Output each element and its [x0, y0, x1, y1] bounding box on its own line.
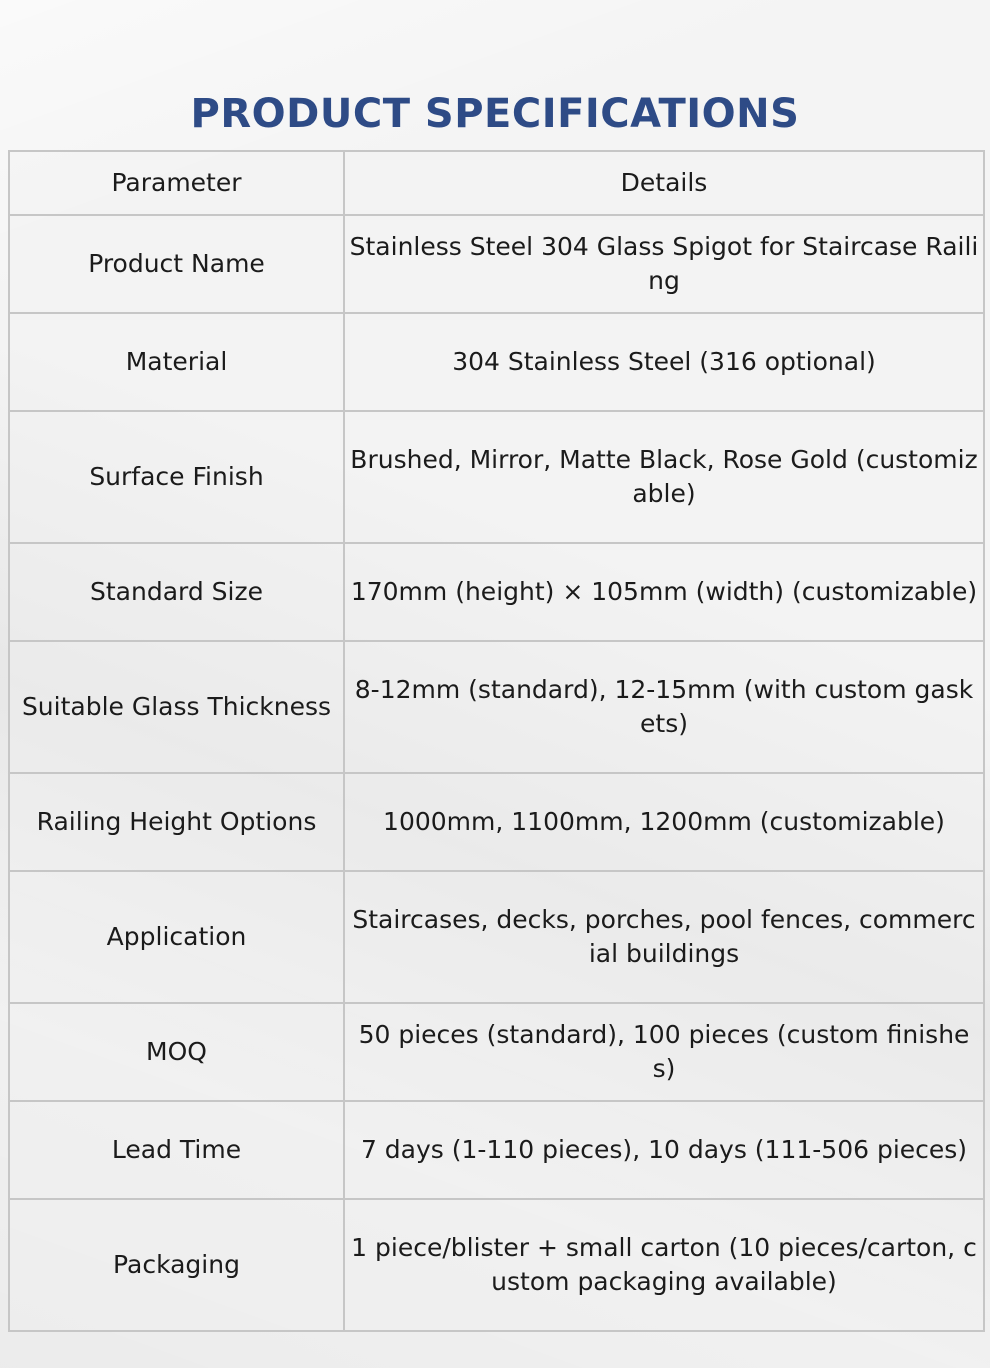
- page-title: PRODUCT SPECIFICATIONS: [190, 91, 800, 137]
- details-cell: Brushed, Mirror, Matte Black, Rose Gold (customizable): [344, 411, 984, 543]
- parameter-cell: Standard Size: [9, 543, 344, 641]
- column-header-parameter: Parameter: [9, 151, 344, 215]
- table-row: [9, 313, 984, 411]
- parameter-cell: Lead Time: [9, 1101, 344, 1199]
- table-header-row: [9, 151, 984, 215]
- parameter-cell: Application: [9, 871, 344, 1003]
- parameter-cell: Railing Height Options: [9, 773, 344, 871]
- parameter-cell: Packaging: [9, 1199, 344, 1331]
- details-cell: 8-12mm (standard), 12-15mm (with custom gaskets): [344, 641, 984, 773]
- details-cell: 50 pieces (standard), 100 pieces (custom finishes): [344, 1003, 984, 1101]
- parameter-cell: Surface Finish: [9, 411, 344, 543]
- table-row: [9, 641, 984, 773]
- table-row: [9, 411, 984, 543]
- parameter-cell: MOQ: [9, 1003, 344, 1101]
- specifications-table: [8, 150, 985, 1332]
- table-row: [9, 1101, 984, 1199]
- parameter-cell: Product Name: [9, 215, 344, 313]
- table-row: [9, 773, 984, 871]
- details-cell: Staircases, decks, porches, pool fences, commercial buildings: [344, 871, 984, 1003]
- details-cell: 1000mm, 1100mm, 1200mm (customizable): [344, 773, 984, 871]
- parameter-cell: Material: [9, 313, 344, 411]
- column-header-details: Details: [344, 151, 984, 215]
- table-row: [9, 1003, 984, 1101]
- table-row: [9, 871, 984, 1003]
- details-cell: 170mm (height) × 105mm (width) (customizable): [344, 543, 984, 641]
- table-row: [9, 215, 984, 313]
- table-row: [9, 1199, 984, 1331]
- parameter-cell: Suitable Glass Thickness: [9, 641, 344, 773]
- details-cell: Stainless Steel 304 Glass Spigot for Staircase Railing: [344, 215, 984, 313]
- details-cell: 7 days (1-110 pieces), 10 days (111-506 pieces): [344, 1101, 984, 1199]
- table-row: [9, 543, 984, 641]
- details-cell: 1 piece/blister + small carton (10 pieces/carton, custom packaging available): [344, 1199, 984, 1331]
- details-cell: 304 Stainless Steel (316 optional): [344, 313, 984, 411]
